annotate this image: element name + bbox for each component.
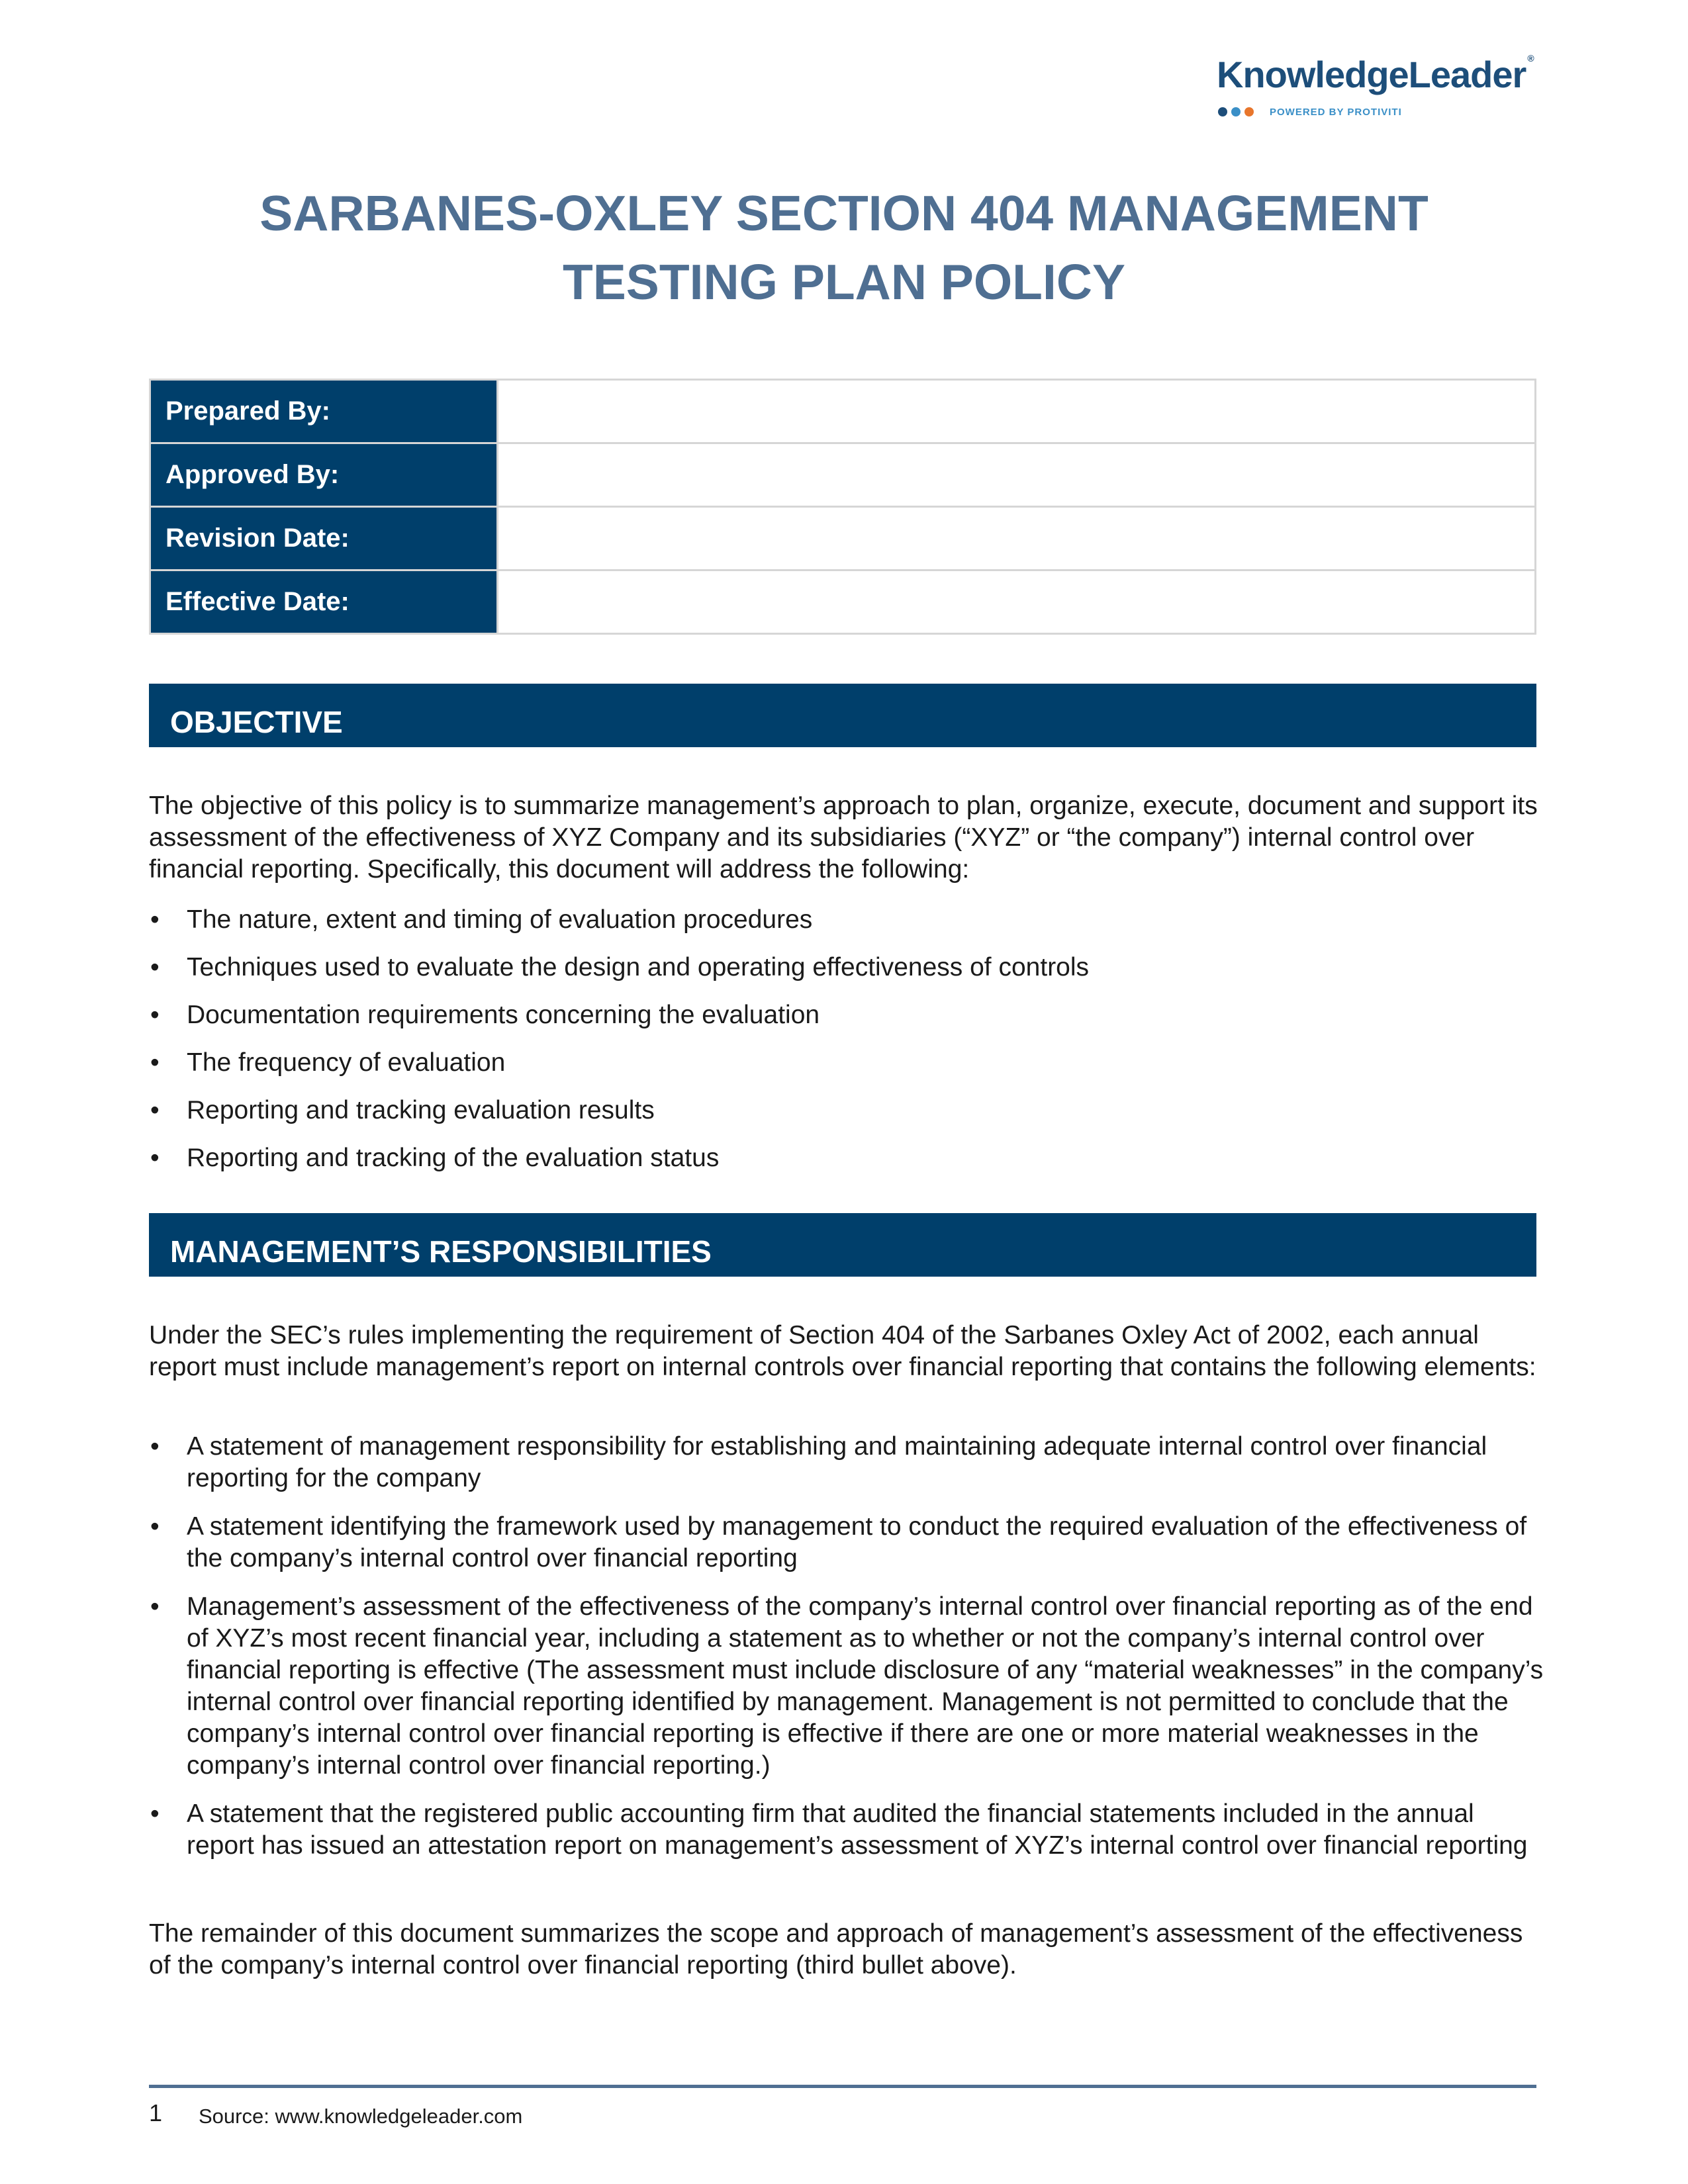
page-number: 1 — [149, 2099, 163, 2126]
objective-bullet-list — [149, 904, 1546, 1190]
list-item: • Techniques used to evaluate the design and operating effectiveness of controls — [149, 952, 1546, 983]
prepared-by-field[interactable] — [498, 380, 1536, 443]
logo-dot-2 — [1231, 107, 1241, 116]
approved-by-field[interactable] — [498, 443, 1536, 507]
knowledgeleader-logo — [1217, 53, 1534, 126]
document-title — [149, 179, 1539, 316]
revision-date-label: Revision Date: — [150, 507, 498, 570]
effective-date-row — [150, 570, 1536, 634]
logo-dot-1 — [1218, 107, 1227, 116]
title-line-1: SARBANES-OXLEY SECTION 404 MANAGEMENT — [259, 185, 1429, 241]
prepared-by-label: Prepared By: — [150, 380, 498, 443]
management-responsibilities-heading: MANAGEMENT’S RESPONSIBILITIES — [149, 1213, 1536, 1277]
list-item: • The frequency of evaluation — [149, 1047, 1546, 1079]
approved-by-row — [150, 443, 1536, 507]
logo-trademark: ® — [1527, 53, 1534, 64]
source-citation: Source: www.knowledgeleader.com — [199, 2105, 523, 2128]
objective-intro: The objective of this policy is to summarize management’s approach to plan, organize, execute, document and support its assessment of the effectiveness of XYZ Company and its subsidiaries (“XYZ” or “the company”) internal control over financial reporting. Specifically, this document will address the following: — [149, 792, 1538, 884]
logo-dots — [1218, 107, 1254, 116]
logo-tagline: POWERED BY PROTIVITI — [1270, 107, 1402, 118]
document-info-table — [149, 379, 1536, 635]
title-line-2: TESTING PLAN POLICY — [562, 254, 1126, 310]
logo-wordmark: KnowledgeLeader — [1217, 54, 1526, 95]
revision-date-field[interactable] — [498, 507, 1536, 570]
effective-date-field[interactable] — [498, 570, 1536, 634]
list-item: • The nature, extent and timing of evaluation procedures — [149, 904, 1546, 936]
objective-heading: OBJECTIVE — [149, 684, 1536, 747]
prepared-by-row — [150, 380, 1536, 443]
list-item: • Documentation requirements concerning the evaluation — [149, 999, 1546, 1031]
logo-dot-3 — [1244, 107, 1254, 116]
management-closing: The remainder of this document summarizes the scope and approach of management’s assessment of the effectiveness of the company’s internal control over financial reporting (third bullet above). — [149, 1919, 1523, 1979]
list-item: • A statement that the registered public accounting firm that audited the financial statements included in the annual report has issued an attestation report on management’s assessment of XYZ’s internal control over financial reporting — [149, 1798, 1546, 1862]
list-item: • Reporting and tracking evaluation results — [149, 1095, 1546, 1126]
approved-by-label: Approved By: — [150, 443, 498, 507]
management-bullet-list — [149, 1431, 1546, 1878]
revision-date-row — [150, 507, 1536, 570]
effective-date-label: Effective Date: — [150, 570, 498, 634]
list-item: • Reporting and tracking of the evaluation status — [149, 1142, 1546, 1174]
management-intro: Under the SEC’s rules implementing the requirement of Section 404 of the Sarbanes Oxley Act of 2002, each annual report must include management’s report on internal controls over financial reporting that contains the following elements: — [149, 1321, 1536, 1381]
list-item: • Management’s assessment of the effectiveness of the company’s internal control over financial reporting as of the end of XYZ’s most recent financial year, including a statement as to whether or not the company’s internal control over financial reporting is effective (The assessment must include disclosure of any “material weaknesses” in the company’s internal control over financial reporting identified by management. Management is not permitted to conclude that the company’s internal control over financial reporting is effective if there are one or more material weaknesses in the company’s internal control over financial reporting.) — [149, 1591, 1546, 1782]
list-item: • A statement of management responsibility for establishing and maintaining adequate internal control over financial reporting for the company — [149, 1431, 1546, 1494]
footer-divider — [149, 2085, 1536, 2088]
list-item: • A statement identifying the framework used by management to conduct the required evaluation of the effectiveness of the company’s internal control over financial reporting — [149, 1511, 1546, 1574]
